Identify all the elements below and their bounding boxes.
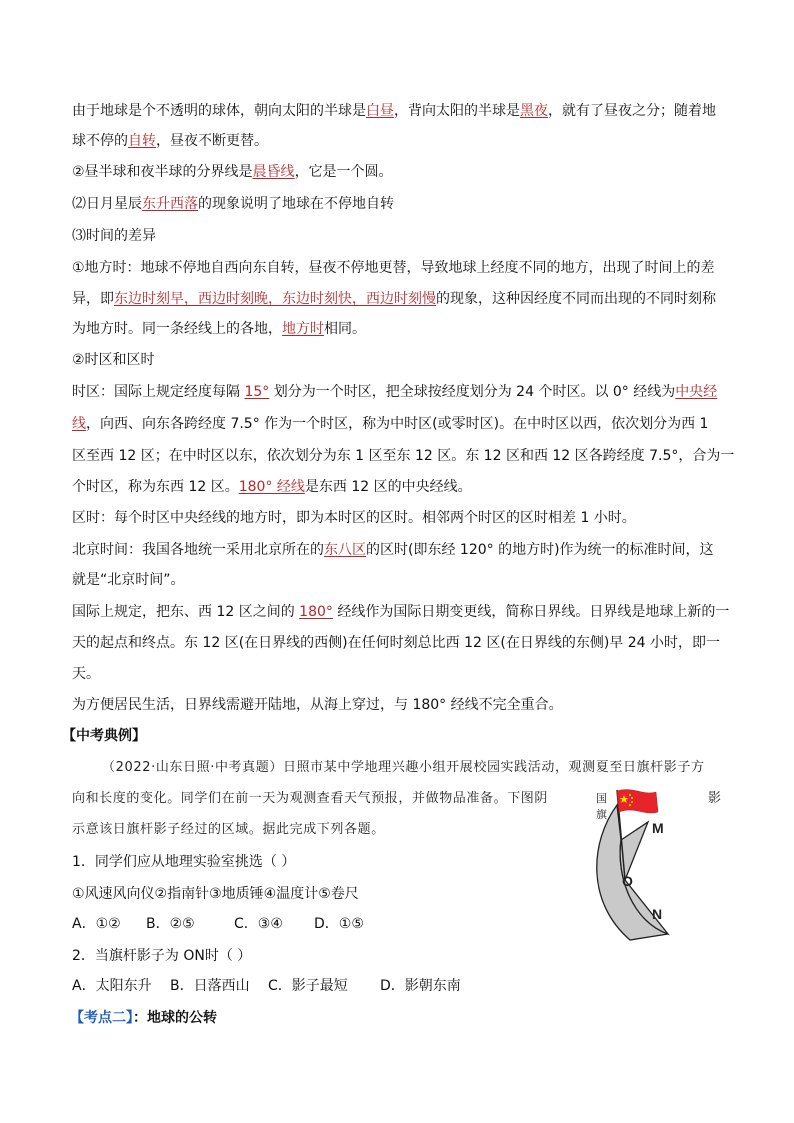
text-run: 相同。 — [324, 321, 366, 337]
answer-night: 黑夜 — [520, 103, 548, 119]
time-zone-line3: 区至西 12 区；在中时区以东，依次划分为东 1 区至东 12 区。东 12 区和西 12 区各跨经度 7.5°，合为一 — [72, 448, 735, 464]
text-run: 个时区，称为东西 12 区。 — [72, 479, 239, 495]
point-o-label: O — [622, 873, 633, 889]
dateline-line3: 天。 — [72, 666, 100, 682]
para-day-night-line1 — [72, 101, 716, 121]
time-zone-line4 — [72, 477, 472, 497]
para-day-night-line2 — [72, 131, 268, 151]
question-1-items: ①风速风向仪②指南针③地质锤④温度计⑤卷尺 — [72, 886, 359, 902]
q2-option-d[interactable]: D．影朝东南 — [380, 978, 461, 994]
point-n-label: N — [652, 906, 663, 922]
flag-label-char-2: 旗 — [596, 808, 607, 821]
text-run: 北京时间：我国各地统一采用北京所在的 — [72, 542, 324, 558]
q2-option-a[interactable]: A．太阳东升 — [72, 978, 152, 994]
q2-option-b[interactable]: B．日落西山 — [170, 978, 250, 994]
time-zone-line1 — [72, 382, 717, 402]
q1-option-a[interactable]: A．①② — [72, 916, 121, 932]
kaodian-heading — [70, 1008, 217, 1028]
beijing-time-line2: 就是“北京时间”。 — [72, 572, 185, 588]
exam-intro-line3: 示意该日旗杆影子经过的区域。据此完成下列各题。 — [72, 822, 385, 837]
section-title: 【中考典例】 — [62, 728, 146, 744]
area-time-definition: 区时：每个时区中央经线的地方时，即为本时区的区时。相邻两个时区的区时相差 1 小时。 — [72, 510, 636, 526]
question-2-options — [72, 976, 461, 996]
q1-option-b[interactable]: B．②⑤ — [146, 916, 195, 932]
text-run: 异，即 — [72, 291, 114, 307]
point-m-label: M — [652, 820, 664, 836]
answer-terminator: 晨昏线 — [252, 164, 295, 180]
text-run: 为地方时。同一条经线上的各地， — [72, 321, 282, 337]
answer-central-meridian: 中央经 — [675, 384, 718, 400]
local-time-line3 — [72, 319, 366, 339]
question-1-stem: 1．同学们应从地理实验室挑选（ ） — [72, 854, 296, 870]
answer-15-degrees: 15° — [244, 384, 270, 400]
answer-east-west-time: 东边时刻早，西边时刻晚，东边时刻快，西边时刻慢 — [114, 291, 436, 307]
q2-option-c[interactable]: C．影子最短 — [268, 978, 348, 994]
flag-label-char-1: 国 — [596, 792, 607, 805]
dateline-line1 — [72, 602, 729, 622]
answer-central-meridian-cont: 线 — [72, 416, 86, 432]
text-run: 由于地球是个不透明的球体，朝向太阳的半球是 — [72, 103, 366, 119]
answer-180-meridian: 180° 经线 — [238, 479, 305, 495]
flagpole-shadow-figure — [588, 782, 728, 947]
question-1-options — [72, 914, 364, 934]
answer-east-rise-west-set: 东升西落 — [142, 196, 198, 212]
answer-local-time: 地方时 — [282, 321, 324, 337]
text-run: 国际上规定，把东、西 12 区之间的 — [72, 604, 300, 620]
text-run: ，昼夜不断更替。 — [156, 133, 268, 149]
text-run: 划分为一个时区，把全球按经度划分为 24 个时区。以 0° 经线为 — [269, 384, 676, 400]
text-run: ，就有了昼夜之分；随着地 — [548, 103, 716, 119]
time-zone-line2 — [72, 414, 708, 434]
text-run: 经线作为国际日期变更线，简称日界线。日界线是地球上新的一 — [332, 604, 730, 620]
local-time-line2 — [72, 289, 716, 309]
text-run: ⑵日月星辰 — [72, 196, 142, 212]
text-run: ②昼半球和夜半球的分界线是 — [72, 164, 253, 180]
exam-intro-line2-tail: 影 — [708, 791, 722, 806]
question-2-stem: 2．当旗杆影子为 ON时（ ） — [72, 948, 252, 964]
text-run: 球不停的 — [72, 133, 128, 149]
kaodian-label: 【考点二】 — [70, 1010, 133, 1026]
local-time-line1: ①地方时：地球不停地自西向东自转，昼夜不停地更替，导致地球上经度不同的地方，出现了时间上的差 — [72, 260, 715, 276]
text-run: 是东西 12 区的中央经线。 — [304, 479, 472, 495]
text-run: 的现象，这种因经度不同而出现的不同时刻称 — [436, 291, 716, 307]
answer-east-8-zone: 东八区 — [324, 542, 366, 558]
text-run: ，它是一个圆。 — [294, 164, 393, 180]
text-run: 的区时(即东经 120° 的地方时)作为统一的标准时间，这 — [366, 542, 714, 558]
dateline-line4: 为方便居民生活，日界线需避开陆地，从海上穿过，与 180° 经线不完全重合。 — [72, 697, 563, 713]
kaodian-title: ：地球的公转 — [133, 1010, 217, 1026]
q1-option-c[interactable]: C．③④ — [234, 916, 283, 932]
para-terminator — [72, 162, 393, 182]
shadow-diagram-svg — [588, 782, 728, 947]
text-run: 的现象说明了地球在不停地自转 — [198, 196, 394, 212]
answer-rotation: 自转 — [128, 133, 156, 149]
heading-time-zone: ②时区和区时 — [72, 352, 155, 368]
exam-intro-line1: （2022·山东日照·中考真题）日照市某中学地理兴趣小组开展校园实践活动，观测夏至日旗杆影子方 — [102, 760, 705, 775]
answer-daytime: 白昼 — [366, 103, 394, 119]
answer-180-degrees: 180° — [299, 604, 333, 620]
beijing-time-line1 — [72, 540, 714, 560]
text-run: 时区：国际上规定经度每隔 — [72, 384, 245, 400]
text-run: ，向西、向东各跨经度 7.5° 作为一个时区，称为中时区(或零时区)。在中时区以西，依次划分为西 1 — [86, 416, 709, 432]
q1-option-d[interactable]: D．①⑤ — [314, 916, 364, 932]
dateline-line2: 天的起点和终点。东 12 区(在日界线的西侧)在任何时刻总比西 12 区(在日界线的东侧)早 24 小时，即一 — [72, 635, 720, 651]
heading-time-difference: ⑶时间的差异 — [72, 228, 156, 244]
exam-intro-line2: 向和长度的变化。同学们在前一天为观测查看天气预报，并做物品准备。下图阴 — [72, 791, 549, 806]
text-run: ，背向太阳的半球是 — [394, 103, 520, 119]
para-sun-rise-set — [72, 194, 394, 214]
